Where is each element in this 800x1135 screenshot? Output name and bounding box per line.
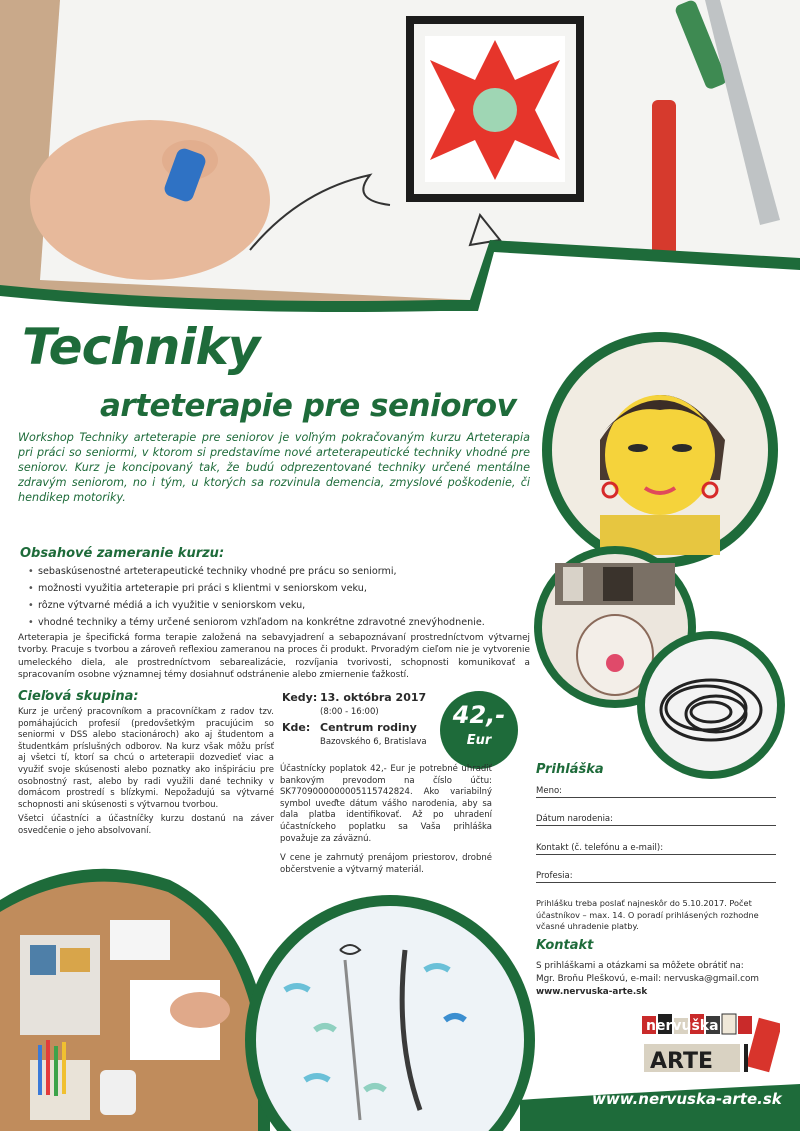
event-address: Bazovského 6, Bratislava: [320, 737, 427, 747]
price-amount: 42,-: [452, 701, 506, 729]
target-heading: Cieľová skupina:: [18, 689, 139, 704]
list-item: • rôzne výtvarné médiá a ich využitie v seniorskom veku,: [28, 597, 548, 614]
fee-paragraph: Účastnícky poplatok 42,- Eur je potrebné uhradiť bankovým prevodom na číslo účtu: SK7709000000005115742824. Ako variabilný symbol uveďte dátum vášho narodenia, aby sa dala platba identifikovať. Až po uhradení účastníckeho poplatku sa Vaša prihláška považuje za záväznú.: [280, 764, 492, 844]
price-currency: Eur: [466, 733, 492, 748]
title-sub: arteterapie pre seniorov: [100, 388, 517, 424]
list-item: • sebaskúsenostné arteterapeutické techniky vhodné pre prácu so seniormi,: [28, 563, 548, 580]
contact-block: [536, 960, 782, 998]
fee-includes: V cene je zahrnutý prenájom priestorov, drobné občerstvenie a výtvarný materiál.: [280, 853, 492, 875]
where-label: Kde:: [282, 721, 311, 734]
target-text: [18, 707, 274, 841]
price-badge: [440, 691, 518, 769]
spiral-circle-photo: [636, 630, 786, 780]
event-place: Centrum rodiny: [320, 721, 417, 734]
certificate-paragraph: Všetci účastníci a účastníčky kurzu dostanú na záver osvedčenie o jeho absolvovaní.: [18, 814, 274, 836]
event-date: 13. októbra 2017: [320, 691, 427, 704]
event-time: (8:00 - 16:00): [320, 707, 379, 717]
name-field[interactable]: Meno:: [536, 786, 776, 798]
profession-field[interactable]: Profesia:: [536, 871, 776, 883]
contact-intro: S prihláškami a otázkami sa môžete obrátiť na:: [536, 961, 744, 971]
registration-heading: Prihláška: [536, 762, 604, 777]
footer-website-link[interactable]: www.nervuska-arte.sk: [592, 1090, 782, 1108]
focus-heading: Obsahové zameranie kurzu:: [20, 546, 225, 561]
list-item: • možnosti využitia arteterapie pri práci s klientmi v seniorskom veku,: [28, 580, 548, 597]
registration-note: Prihlášku treba poslať najneskôr do 5.10.2017. Počet účastníkov – max. 14. O poradí prihlásených rozhodne včasné uhradenie platby.: [536, 898, 759, 931]
contact-field[interactable]: Kontakt (č. telefónu a e-mail):: [536, 843, 776, 855]
header-photo: [0, 0, 800, 330]
list-item: • vhodné techniky a témy určené seniorom vzhľadom na konkrétne zdravotné znevýhodnenie.: [28, 614, 548, 631]
about-paragraph: Arteterapia je špecifická forma terapie založená na sebavyjadrení a sebapoznávaní prostredníctvom výtvarnej tvorby. Pracuje s tvorbou a zároveň reflexiou zameranou na proces či produkt. Prvoradým cieľom nie je vytvorenie umeleckého diela, ale prostredníctvom sebarealizácie, rozvíjania tvorivosti, schopnosti komunikovať a spracovaním osobne významnej témy dosiahnuť odstránenie alebo zmiernenie ťažkostí.: [18, 633, 530, 681]
portrait-painting-photo: [540, 330, 780, 570]
contact-email-line: Mgr. Broňu Pleškovú, e-mail: nervuska@gmail.com: [536, 973, 759, 984]
target-paragraph: Kurz je určený pracovníkom a pracovníčkam z radov tzv. pomáhajúcich profesií (predovšetkým pracujúcim so seniormi v DSS alebo stacionároch) ako aj študentom a študentkám príslušných odborov. Na kurz však môžu prísť aj všetci tí, ktorí sa chcú o arteterapii dozvedieť viac a využiť svoje skúsenosti alebo poznatky ako inšpiráciu pre osobnostný rast, alebo by radi využili dané techniky v domácom prostredí s blízkymi. Nepožadujú sa výtvarné schopnosti ani skúsenosti s výtvarnou tvorbou.: [18, 707, 274, 810]
fee-text: [280, 764, 492, 884]
focus-list: [28, 563, 548, 631]
when-label: Kedy:: [282, 691, 318, 704]
contact-heading: Kontakt: [536, 938, 594, 953]
logo-bottom-text: ARTE: [650, 1049, 714, 1074]
birthdate-field[interactable]: Dátum narodenia:: [536, 814, 776, 826]
intro-text: Workshop Techniky arteterapie pre seniorov je voľným pokračovaným kurzu Arteterapia pri práci so seniormi, v ktorom si predstavíme nové arteterapeutické techniky vhodné pre seniorov. Kurz je koncipovaný tak, že budú odprezentované techniky určené mentálne zdravým seniorom, no i tým, u ktorých sa rozvinula demencia, zmyslové poškodenie, či hendikep motoriky.: [18, 431, 530, 504]
title-main: Techniky: [22, 318, 260, 376]
logo-top-text: nervuška: [646, 1018, 719, 1034]
contact-website[interactable]: www.nervuska-arte.sk: [536, 986, 648, 997]
